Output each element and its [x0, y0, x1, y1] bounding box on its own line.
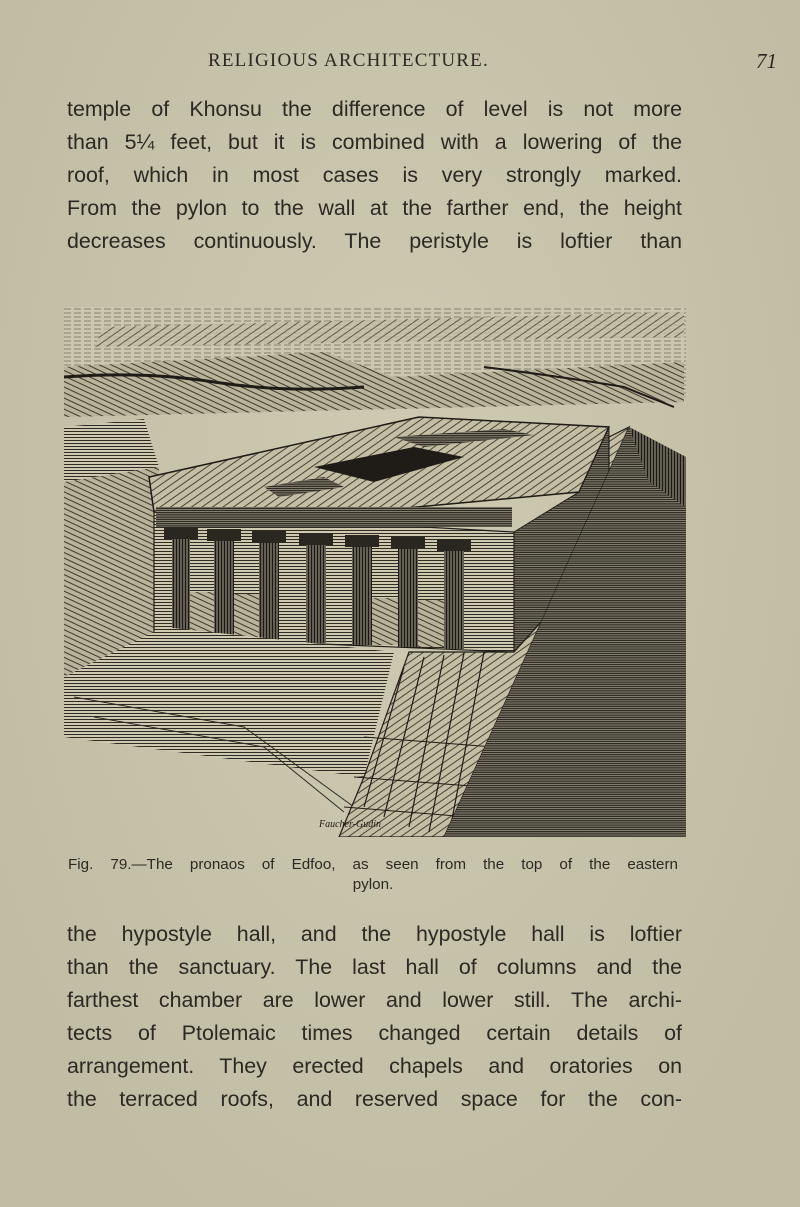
text-line: From the pylon to the wall at the farther end, the height — [67, 196, 682, 220]
figure-caption — [68, 855, 678, 895]
text-line: than 5¼ feet, but it is combined with a lowering of the — [67, 130, 682, 154]
running-title: RELIGIOUS ARCHITECTURE. — [208, 50, 489, 71]
text-line: arrangement. They erected chapels and oratories on — [67, 1054, 682, 1078]
text-line: tects of Ptolemaic times changed certain details of — [67, 1021, 682, 1045]
caption-line: pylon. — [352, 876, 394, 893]
text-line: the terraced roofs, and reserved space for the con- — [67, 1087, 682, 1111]
running-head — [0, 50, 800, 80]
text-line: decreases continuously. The peristyle is loftier than — [67, 229, 682, 253]
page-number: 71 — [756, 49, 777, 73]
engraving-pronaos-of-edfoo — [64, 307, 686, 837]
text-line: the hypostyle hall, and the hypostyle hall is loftier — [67, 922, 682, 946]
caption-line: Fig. 79.—The pronaos of Edfoo, as seen from the top of the eastern — [68, 856, 678, 873]
text-line: than the sanctuary. The last hall of columns and the — [67, 955, 682, 979]
paragraph-bottom — [67, 918, 682, 1116]
engraving-illustration — [64, 307, 686, 837]
text-line: farthest chamber are lower and lower still. The archi- — [67, 988, 682, 1012]
text-line: roof, which in most cases is very strongly marked. — [67, 163, 682, 187]
paragraph-top — [67, 93, 682, 258]
engraver-signature: Faucher-Gudin — [319, 819, 382, 830]
text-line: temple of Khonsu the difference of level is not more — [67, 97, 682, 121]
